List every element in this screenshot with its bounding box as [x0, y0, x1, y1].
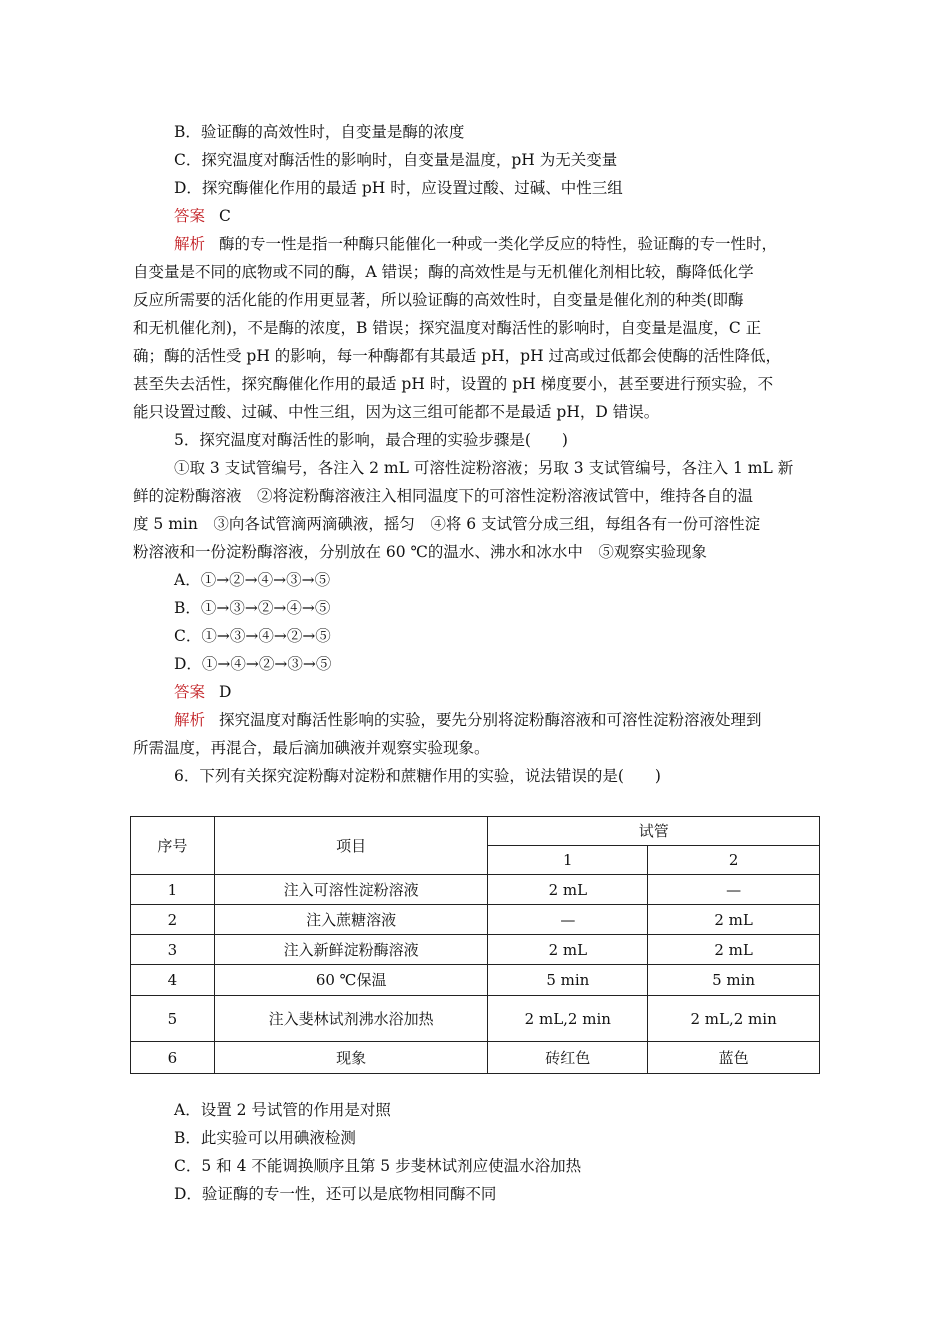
- q4-analysis-line-3: 反应所需要的活化能的作用更显著，所以验证酶的高效性时，自变量是催化剂的种类(即酶: [133, 291, 744, 309]
- analysis-text: 酶的专一性是指一种酶只能催化一种或一类化学反应的特性，验证酶的专一性时，: [219, 235, 778, 253]
- row-tube-1: 2 mL: [488, 875, 648, 905]
- answer-value: C: [219, 207, 231, 225]
- row-seq: 4: [131, 965, 215, 996]
- row-item: 60 ℃保温: [214, 965, 488, 996]
- row-tube-1: —: [488, 905, 648, 935]
- row-seq: 5: [131, 996, 215, 1042]
- q5-option-d: D．①→④→②→③→⑤: [174, 655, 332, 673]
- analysis-label: 解析: [174, 235, 206, 253]
- q4-analysis-line-5: 确；酶的活性受 pH 的影响，每一种酶都有其最适 pH，pH 过高或过低都会使酶的活性降低，: [133, 347, 782, 365]
- q6-option-d: D．验证酶的专一性，还可以是底物相同酶不同: [174, 1185, 497, 1203]
- table-row: [131, 965, 820, 996]
- row-item: 注入蔗糖溶液: [214, 905, 488, 935]
- q4-analysis-line-1: [133, 230, 823, 258]
- answer-value: D: [219, 683, 232, 701]
- header-seq: 序号: [131, 817, 215, 875]
- q5-steps-line-4: 粉溶液和一份淀粉酶溶液，分别放在 60 ℃的温水、沸水和冰水中 ⑤观察实验现象: [133, 543, 707, 561]
- table-row: [131, 905, 820, 935]
- answer-label: 答案: [174, 683, 206, 701]
- answer-label: 答案: [174, 207, 206, 225]
- analysis-label: 解析: [174, 711, 206, 729]
- q5-analysis-line-2: 所需温度，再混合，最后滴加碘液并观察实验现象。: [133, 739, 490, 757]
- experiment-table: [130, 816, 820, 1074]
- q4-answer: [133, 202, 823, 230]
- q6-option-b: B．此实验可以用碘液检测: [174, 1129, 356, 1147]
- q5-analysis-line-1: [133, 706, 823, 734]
- row-tube-2: 2 mL,2 min: [648, 996, 820, 1042]
- q4-option-d: D．探究酶催化作用的最适 pH 时，应设置过酸、过碱、中性三组: [174, 179, 623, 197]
- header-tube-2: 2: [648, 846, 820, 875]
- q5-stem: 5．探究温度对酶活性的影响，最合理的实验步骤是( ): [174, 431, 568, 449]
- row-seq: 3: [131, 935, 215, 965]
- q5-steps-line-1: ①取 3 支试管编号，各注入 2 mL 可溶性淀粉溶液；另取 3 支试管编号，各注入 1 mL 新: [174, 459, 794, 477]
- q5-option-b: B．①→③→②→④→⑤: [174, 599, 331, 617]
- q4-analysis-line-6: 甚至失去活性，探究酶催化作用的最适 pH 时，设置的 pH 梯度要小，甚至要进行预实验，不: [133, 375, 774, 393]
- header-item: 项目: [214, 817, 488, 875]
- table-row: [131, 875, 820, 905]
- q6-option-c: C．5 和 4 不能调换顺序且第 5 步斐林试剂应使温水浴加热: [174, 1157, 582, 1175]
- q4-analysis-line-7: 能只设置过酸、过碱、中性三组，因为这三组可能都不是最适 pH，D 错误。: [133, 403, 660, 421]
- q4-option-b: B．验证酶的高效性时，自变量是酶的浓度: [174, 123, 465, 141]
- row-tube-2: 2 mL: [648, 905, 820, 935]
- row-item: 注入新鲜淀粉酶溶液: [214, 935, 488, 965]
- row-tube-2: 2 mL: [648, 935, 820, 965]
- q6-option-a: A．设置 2 号试管的作用是对照: [174, 1101, 391, 1119]
- header-tube: 试管: [488, 817, 820, 846]
- row-tube-1: 2 mL,2 min: [488, 996, 648, 1042]
- row-tube-1: 砖红色: [488, 1042, 648, 1074]
- q5-steps-line-2: 鲜的淀粉酶溶液 ②将淀粉酶溶液注入相同温度下的可溶性淀粉溶液试管中，维持各自的温: [133, 487, 754, 505]
- document-body: [133, 118, 823, 790]
- q6-stem: 6．下列有关探究淀粉酶对淀粉和蔗糖作用的实验，说法错误的是( ): [174, 767, 661, 785]
- row-tube-1: 5 min: [488, 965, 648, 996]
- q5-option-a: A．①→②→④→③→⑤: [174, 571, 331, 589]
- q4-analysis-line-4: 和无机催化剂)，不是酶的浓度，B 错误；探究温度对酶活性的影响时，自变量是温度，C 正: [133, 319, 762, 337]
- q4-analysis-line-2: 自变量是不同的底物或不同的酶，A 错误；酶的高效性是与无机催化剂相比较，酶降低化学: [133, 263, 754, 281]
- analysis-text: 探究温度对酶活性影响的实验，要先分别将淀粉酶溶液和可溶性淀粉溶液处理到: [219, 711, 762, 729]
- q6-options: [133, 1096, 823, 1208]
- row-item: 注入可溶性淀粉溶液: [214, 875, 488, 905]
- table-row: [131, 1042, 820, 1074]
- header-tube-1: 1: [488, 846, 648, 875]
- q5-option-c: C．①→③→④→②→⑤: [174, 627, 331, 645]
- table-row: [131, 935, 820, 965]
- row-seq: 1: [131, 875, 215, 905]
- row-tube-2: 5 min: [648, 965, 820, 996]
- row-item: 注入斐林试剂沸水浴加热: [214, 996, 488, 1042]
- row-seq: 6: [131, 1042, 215, 1074]
- row-tube-2: —: [648, 875, 820, 905]
- q4-option-c: C．探究温度对酶活性的影响时，自变量是温度，pH 为无关变量: [174, 151, 618, 169]
- q5-steps-line-3: 度 5 min ③向各试管滴两滴碘液，摇匀 ④将 6 支试管分成三组，每组各有一份可溶性淀: [133, 515, 761, 533]
- q5-answer: [133, 678, 823, 706]
- table-row: [131, 996, 820, 1042]
- row-seq: 2: [131, 905, 215, 935]
- row-tube-1: 2 mL: [488, 935, 648, 965]
- row-tube-2: 蓝色: [648, 1042, 820, 1074]
- row-item: 现象: [214, 1042, 488, 1074]
